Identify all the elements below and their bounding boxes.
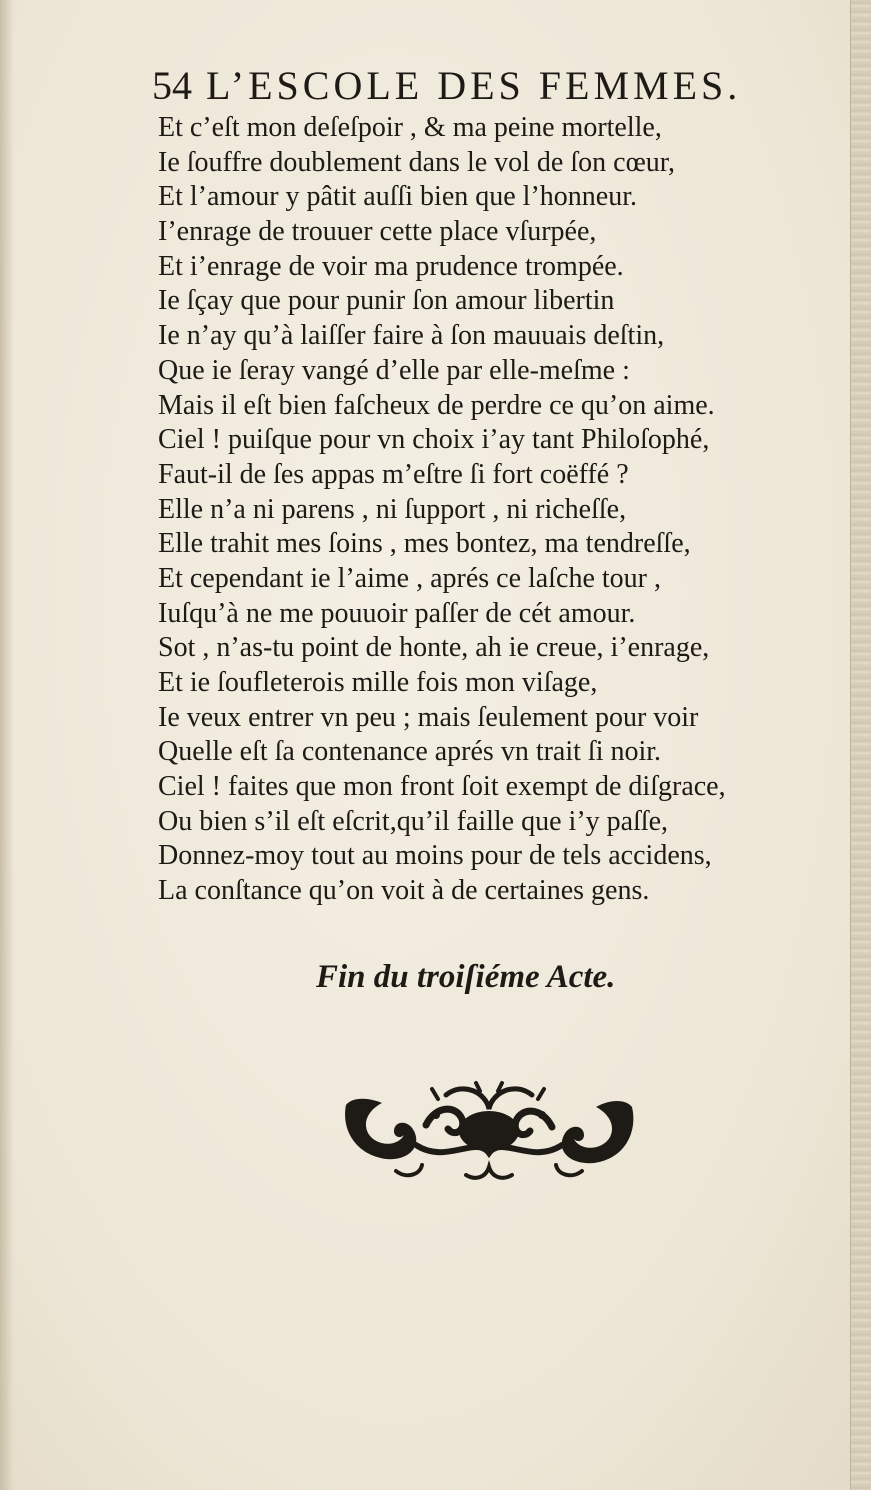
- verse-line: Et l’amour y pâtit auſſi bien que l’honneur.: [158, 181, 637, 213]
- verse-line: Ie veux entrer vn peu ; mais ſeulement pour voir: [158, 701, 699, 733]
- page-edge: [850, 0, 871, 1490]
- verse-line: Et cependant ie l’aime , aprés ce laſche tour ,: [158, 562, 661, 594]
- verse-line: Ie n’ay qu’à laiſſer faire à ſon mauuais deſtin,: [158, 320, 665, 352]
- verse-line: Ie ſçay que pour punir ſon amour libertin: [158, 285, 615, 317]
- verse-line: Elle trahit mes ſoins , mes bontez, ma tendreſſe,: [158, 528, 691, 560]
- verse-line: Que ie ſeray vangé d’elle par elle-meſme :: [158, 354, 630, 386]
- verse-line: Quelle eſt ſa contenance aprés vn trait ſi noir.: [158, 736, 662, 768]
- verse-line: Sot , n’as-tu point de honte, ah ie creue, i’enrage,: [158, 632, 710, 664]
- verse-line: I’enrage de trouuer cette place vſurpée,: [158, 216, 597, 248]
- verse-line: Mais il eſt bien faſcheux de perdre ce qu’on aime.: [158, 389, 715, 421]
- running-title: L’ESCOLE DES FEMMES.: [206, 63, 742, 108]
- verse-line: Ciel ! puiſque pour vn choix i’ay tant Philoſophé,: [158, 424, 710, 456]
- verse-line: Ie ſouffre doublement dans le vol de ſon cœur,: [158, 146, 675, 178]
- printers-ornament-icon: [336, 1075, 642, 1185]
- verse-line: Faut-il de ſes appas m’eſtre ſi fort coëffé ?: [158, 458, 629, 490]
- verse-line: Elle n’a ni parens , ni ſupport , ni richeſſe,: [158, 493, 627, 525]
- act-end-line: Fin du troiſiéme Acte.: [316, 959, 616, 995]
- verse-line: La conſtance qu’on voit à de certaines gens.: [158, 875, 650, 907]
- verse-line: Et ie ſoufleterois mille fois mon viſage,: [158, 667, 598, 698]
- running-head: [152, 62, 802, 110]
- verse-line: Donnez-moy tout au moins pour de tels accidens,: [158, 840, 712, 872]
- verse-line: Ou bien s’il eſt eſcrit,qu’il faille que i’y paſſe,: [158, 805, 669, 837]
- verse-line: Et i’enrage de voir ma prudence trompée.: [158, 250, 624, 282]
- verse-line: Et c’eſt mon deſeſpoir , & ma peine mortelle,: [158, 112, 662, 143]
- verse-line: Ciel ! faites que mon front ſoit exempt de diſgrace,: [158, 771, 726, 803]
- verse-block: [158, 111, 818, 909]
- page-number: 54: [152, 63, 192, 108]
- verse-line: Iuſqu’à ne me pouuoir paſſer de cét amour.: [158, 597, 636, 629]
- gutter-shadow: [0, 0, 14, 1490]
